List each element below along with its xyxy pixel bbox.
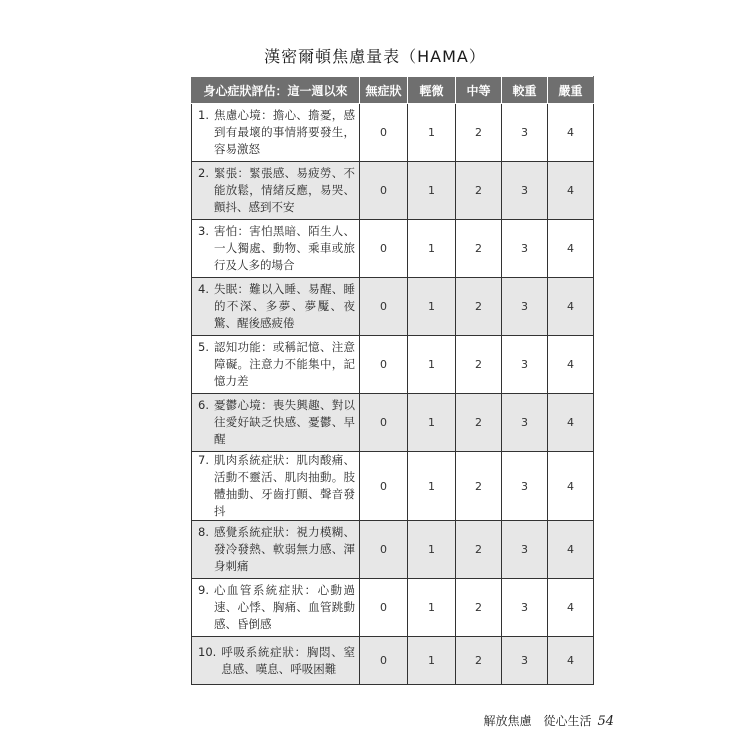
- header-level: 輕微: [408, 77, 456, 104]
- symptom-cell: [192, 579, 360, 637]
- item-description: 感覺系統症狀：視力模糊、發冷發熱、軟弱無力感、渾身刺痛: [213, 525, 355, 573]
- score-cell: 4: [548, 637, 594, 685]
- score-cell: 2: [456, 162, 502, 220]
- score-cell: 0: [360, 637, 408, 685]
- item-number: 2.: [198, 166, 209, 180]
- score-cell: 1: [408, 336, 456, 394]
- score-cell: 1: [408, 278, 456, 336]
- table-row: [192, 336, 594, 394]
- score-cell: 0: [360, 220, 408, 278]
- score-cell: 3: [502, 521, 548, 579]
- item-description: 肌肉系統症狀：肌肉酸痛、活動不靈活、肌肉抽動。肢體抽動、牙齒打顫、聲音發抖: [213, 453, 355, 518]
- header-level: 較重: [502, 77, 548, 104]
- score-cell: 3: [502, 394, 548, 452]
- score-cell: 4: [548, 394, 594, 452]
- score-cell: 3: [502, 104, 548, 162]
- score-cell: 2: [456, 104, 502, 162]
- score-cell: 3: [502, 637, 548, 685]
- item-number: 5.: [198, 340, 209, 354]
- item-number: 10.: [198, 644, 217, 659]
- score-cell: 3: [502, 162, 548, 220]
- hama-table: [191, 76, 594, 685]
- item-description: 失眠：難以入睡、易醒、睡的不深、多夢、夢魘、夜驚、醒後感疲倦: [213, 282, 355, 330]
- symptom-cell: [192, 220, 360, 278]
- table-row: [192, 579, 594, 637]
- item-number: 3.: [198, 224, 209, 238]
- symptom-cell: [192, 162, 360, 220]
- score-cell: 3: [502, 452, 548, 521]
- item-description: 焦慮心境：擔心、擔憂，感到有最壞的事情將要發生，容易激怒: [213, 108, 355, 156]
- score-cell: 3: [502, 220, 548, 278]
- score-cell: 0: [360, 104, 408, 162]
- score-cell: 4: [548, 336, 594, 394]
- score-cell: 0: [360, 394, 408, 452]
- score-cell: 2: [456, 579, 502, 637]
- score-cell: 1: [408, 220, 456, 278]
- score-cell: 1: [408, 521, 456, 579]
- symptom-cell: [192, 104, 360, 162]
- score-cell: 4: [548, 220, 594, 278]
- score-cell: 1: [408, 162, 456, 220]
- score-cell: 0: [360, 452, 408, 521]
- table-row: [192, 394, 594, 452]
- page-footer: [483, 712, 614, 729]
- book-title: 解放焦慮 從心生活: [483, 714, 592, 728]
- header-symptom: 身心症狀評估：這一週以來: [192, 77, 360, 104]
- score-cell: 2: [456, 394, 502, 452]
- item-description: 認知功能：或稱記憶、注意障礙。注意力不能集中，記憶力差: [213, 340, 355, 388]
- item-description: 呼吸系統症狀：胸悶、窒息感、嘆息、呼吸困難: [221, 644, 355, 676]
- score-cell: 3: [502, 278, 548, 336]
- table-row: [192, 452, 594, 521]
- item-description: 害怕：害怕黑暗、陌生人、一人獨處、動物、乘車或旅行及人多的場合: [213, 224, 355, 272]
- score-cell: 3: [502, 579, 548, 637]
- item-description: 心血管系統症狀：心動過速、心悸、胸痛、血管跳動感、昏倒感: [213, 583, 355, 631]
- item-number: 7.: [198, 453, 209, 467]
- table-row: [192, 220, 594, 278]
- table-row: [192, 521, 594, 579]
- score-cell: 4: [548, 162, 594, 220]
- table-row: [192, 104, 594, 162]
- item-number: 6.: [198, 398, 209, 412]
- score-cell: 4: [548, 104, 594, 162]
- score-cell: 2: [456, 637, 502, 685]
- score-cell: 4: [548, 521, 594, 579]
- score-cell: 1: [408, 579, 456, 637]
- score-cell: 0: [360, 162, 408, 220]
- item-number: 8.: [198, 525, 209, 539]
- symptom-cell: [192, 278, 360, 336]
- score-cell: 1: [408, 394, 456, 452]
- score-cell: 2: [456, 521, 502, 579]
- header-level: 無症狀: [360, 77, 408, 104]
- score-cell: 4: [548, 278, 594, 336]
- item-description: 憂鬱心境：喪失興趣、對以往愛好缺乏快感、憂鬱、早醒: [213, 398, 355, 446]
- score-cell: 3: [502, 336, 548, 394]
- table-header-row: [192, 77, 594, 104]
- item-number: 1.: [198, 108, 209, 122]
- score-cell: 0: [360, 336, 408, 394]
- score-cell: 0: [360, 521, 408, 579]
- score-cell: 2: [456, 220, 502, 278]
- score-cell: 0: [360, 278, 408, 336]
- score-cell: 2: [456, 336, 502, 394]
- table-row: [192, 637, 594, 685]
- page-number: 54: [597, 714, 614, 729]
- score-cell: 4: [548, 452, 594, 521]
- item-description: 緊張：緊張感、易疲勞、不能放鬆，情緒反應，易哭、顫抖、感到不安: [213, 166, 355, 214]
- symptom-cell: [192, 637, 360, 685]
- score-cell: 0: [360, 579, 408, 637]
- score-cell: 4: [548, 579, 594, 637]
- page-title: 漢密爾頓焦慮量表（HAMA）: [264, 47, 486, 66]
- score-cell: 1: [408, 452, 456, 521]
- header-level: 嚴重: [548, 77, 594, 104]
- score-cell: 2: [456, 278, 502, 336]
- symptom-cell: [192, 394, 360, 452]
- table-row: [192, 162, 594, 220]
- score-cell: 1: [408, 637, 456, 685]
- symptom-cell: [192, 521, 360, 579]
- item-number: 9.: [198, 583, 209, 597]
- symptom-cell: [192, 336, 360, 394]
- symptom-cell: [192, 452, 360, 521]
- header-level: 中等: [456, 77, 502, 104]
- score-cell: 1: [408, 104, 456, 162]
- table-row: [192, 278, 594, 336]
- score-cell: 2: [456, 452, 502, 521]
- item-number: 4.: [198, 282, 209, 296]
